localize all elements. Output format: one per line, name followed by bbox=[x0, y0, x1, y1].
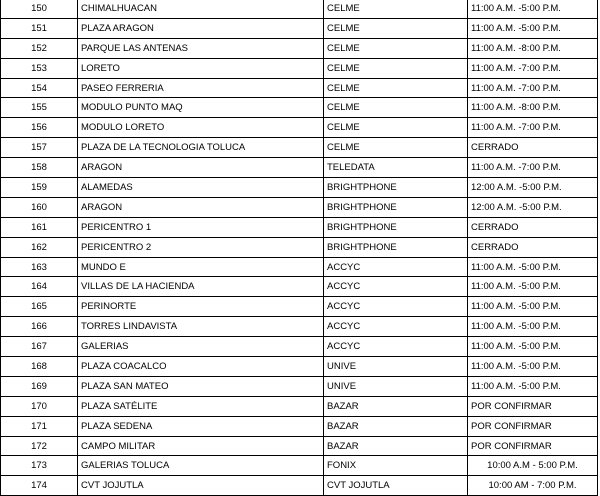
location-name-cell: CAMPO MILITAR bbox=[78, 436, 324, 456]
company-cell: BRIGHTPHONE bbox=[324, 197, 468, 217]
company-cell: FONIX bbox=[324, 456, 468, 476]
row-number-cell: 174 bbox=[1, 476, 78, 496]
hours-cell: 11:00 A.M. -8:00 P.M. bbox=[468, 38, 598, 58]
table-row bbox=[1, 217, 598, 237]
hours-cell: POR CONFIRMAR bbox=[468, 436, 598, 456]
location-name-cell: VILLAS DE LA HACIENDA bbox=[78, 277, 324, 297]
company-cell: BAZAR bbox=[324, 436, 468, 456]
row-number-cell: 168 bbox=[1, 357, 78, 377]
table-row bbox=[1, 38, 598, 58]
row-number-cell: 159 bbox=[1, 178, 78, 198]
company-cell: ACCYC bbox=[324, 257, 468, 277]
company-cell: CELME bbox=[324, 38, 468, 58]
location-name-cell: MUNDO E bbox=[78, 257, 324, 277]
row-number-cell: 150 bbox=[1, 0, 78, 18]
table-row bbox=[1, 58, 598, 78]
hours-cell: 11:00 A.M. -5:00 P.M. bbox=[468, 18, 598, 38]
table-row bbox=[1, 456, 598, 476]
row-number-cell: 163 bbox=[1, 257, 78, 277]
location-name-cell: ARAGON bbox=[78, 158, 324, 178]
hours-cell: 12:00 A.M. -5:00 P.M. bbox=[468, 197, 598, 217]
row-number-cell: 171 bbox=[1, 416, 78, 436]
company-cell: BRIGHTPHONE bbox=[324, 178, 468, 198]
location-name-cell: ALAMEDAS bbox=[78, 178, 324, 198]
table-row bbox=[1, 237, 598, 257]
company-cell: ACCYC bbox=[324, 277, 468, 297]
company-cell: TELEDATA bbox=[324, 158, 468, 178]
row-number-cell: 152 bbox=[1, 38, 78, 58]
location-name-cell: MODULO LORETO bbox=[78, 118, 324, 138]
location-name-cell: TORRES LINDAVISTA bbox=[78, 317, 324, 337]
row-number-cell: 166 bbox=[1, 317, 78, 337]
company-cell: UNIVE bbox=[324, 357, 468, 377]
row-number-cell: 161 bbox=[1, 217, 78, 237]
row-number-cell: 156 bbox=[1, 118, 78, 138]
hours-cell: 11:00 A.M. -5:00 P.M. bbox=[468, 317, 598, 337]
table-row bbox=[1, 98, 598, 118]
table-row bbox=[1, 337, 598, 357]
location-name-cell: LORETO bbox=[78, 58, 324, 78]
company-cell: ACCYC bbox=[324, 297, 468, 317]
table-row bbox=[1, 317, 598, 337]
hours-cell: 10:00 AM - 7:00 P.M. bbox=[468, 476, 598, 496]
row-number-cell: 151 bbox=[1, 18, 78, 38]
table-row bbox=[1, 476, 598, 496]
table-row bbox=[1, 158, 598, 178]
location-name-cell: PLAZA SATÉLITE bbox=[78, 396, 324, 416]
location-name-cell: PLAZA SAN MATEO bbox=[78, 376, 324, 396]
table-row bbox=[1, 138, 598, 158]
row-number-cell: 162 bbox=[1, 237, 78, 257]
hours-cell: CERRADO bbox=[468, 237, 598, 257]
row-number-cell: 172 bbox=[1, 436, 78, 456]
row-number-cell: 154 bbox=[1, 78, 78, 98]
row-number-cell: 164 bbox=[1, 277, 78, 297]
location-name-cell: GALERIAS TOLUCA bbox=[78, 456, 324, 476]
table-row bbox=[1, 257, 598, 277]
table-row bbox=[1, 396, 598, 416]
hours-cell: CERRADO bbox=[468, 217, 598, 237]
company-cell: CELME bbox=[324, 18, 468, 38]
company-cell: CELME bbox=[324, 58, 468, 78]
hours-cell: 11:00 A.M. -5:00 P.M. bbox=[468, 0, 598, 18]
location-name-cell: PLAZA DE LA TECNOLOGIA TOLUCA bbox=[78, 138, 324, 158]
location-name-cell: GALERIAS bbox=[78, 337, 324, 357]
row-number-cell: 160 bbox=[1, 197, 78, 217]
hours-cell: 11:00 A.M. -5:00 P.M. bbox=[468, 277, 598, 297]
row-number-cell: 173 bbox=[1, 456, 78, 476]
company-cell: BAZAR bbox=[324, 396, 468, 416]
row-number-cell: 170 bbox=[1, 396, 78, 416]
location-name-cell: CHIMALHUACAN bbox=[78, 0, 324, 18]
table-row bbox=[1, 178, 598, 198]
hours-cell: 11:00 A.M. -7:00 P.M. bbox=[468, 78, 598, 98]
location-name-cell: CVT JOJUTLA bbox=[78, 476, 324, 496]
table-row bbox=[1, 376, 598, 396]
row-number-cell: 158 bbox=[1, 158, 78, 178]
location-name-cell: PLAZA ARAGON bbox=[78, 18, 324, 38]
hours-cell: 11:00 A.M. -7:00 P.M. bbox=[468, 158, 598, 178]
row-number-cell: 165 bbox=[1, 297, 78, 317]
table-row bbox=[1, 118, 598, 138]
location-name-cell: PASEO FERRERIA bbox=[78, 78, 324, 98]
company-cell: UNIVE bbox=[324, 376, 468, 396]
table-row bbox=[1, 297, 598, 317]
location-name-cell: PLAZA SEDENA bbox=[78, 416, 324, 436]
location-name-cell: PARQUE LAS ANTENAS bbox=[78, 38, 324, 58]
row-number-cell: 153 bbox=[1, 58, 78, 78]
company-cell: ACCYC bbox=[324, 337, 468, 357]
company-cell: BRIGHTPHONE bbox=[324, 237, 468, 257]
hours-cell: CERRADO bbox=[468, 138, 598, 158]
hours-cell: 12:00 A.M. -5:00 P.M. bbox=[468, 178, 598, 198]
company-cell: CVT JOJUTLA bbox=[324, 476, 468, 496]
company-cell: BRIGHTPHONE bbox=[324, 217, 468, 237]
hours-cell: 11:00 A.M. -5:00 P.M. bbox=[468, 357, 598, 377]
row-number-cell: 169 bbox=[1, 376, 78, 396]
hours-cell: POR CONFIRMAR bbox=[468, 416, 598, 436]
row-number-cell: 155 bbox=[1, 98, 78, 118]
table-row bbox=[1, 277, 598, 297]
company-cell: CELME bbox=[324, 0, 468, 18]
company-cell: CELME bbox=[324, 98, 468, 118]
company-cell: ACCYC bbox=[324, 317, 468, 337]
hours-cell: 11:00 A.M. -5:00 P.M. bbox=[468, 257, 598, 277]
location-name-cell: PERICENTRO 1 bbox=[78, 217, 324, 237]
company-cell: BAZAR bbox=[324, 416, 468, 436]
hours-cell: 11:00 A.M. -5:00 P.M. bbox=[468, 376, 598, 396]
table-row bbox=[1, 436, 598, 456]
hours-cell: POR CONFIRMAR bbox=[468, 396, 598, 416]
company-cell: CELME bbox=[324, 78, 468, 98]
hours-cell: 11:00 A.M. -5:00 P.M. bbox=[468, 297, 598, 317]
schedule-table-body bbox=[1, 0, 598, 496]
table-row bbox=[1, 197, 598, 217]
hours-cell: 11:00 A.M. -7:00 P.M. bbox=[468, 58, 598, 78]
table-row bbox=[1, 357, 598, 377]
location-name-cell: PERICENTRO 2 bbox=[78, 237, 324, 257]
hours-cell: 10:00 A.M - 5:00 P.M. bbox=[468, 456, 598, 476]
hours-cell: 11:00 A.M. -8:00 P.M. bbox=[468, 98, 598, 118]
location-name-cell: PERINORTE bbox=[78, 297, 324, 317]
hours-cell: 11:00 A.M. -7:00 P.M. bbox=[468, 118, 598, 138]
row-number-cell: 157 bbox=[1, 138, 78, 158]
company-cell: CELME bbox=[324, 138, 468, 158]
table-row bbox=[1, 18, 598, 38]
table-row bbox=[1, 78, 598, 98]
table-row bbox=[1, 0, 598, 18]
company-cell: CELME bbox=[324, 118, 468, 138]
hours-cell: 11:00 A.M. -5:00 P.M. bbox=[468, 337, 598, 357]
table-row bbox=[1, 416, 598, 436]
location-name-cell: ARAGON bbox=[78, 197, 324, 217]
location-name-cell: PLAZA COACALCO bbox=[78, 357, 324, 377]
row-number-cell: 167 bbox=[1, 337, 78, 357]
location-name-cell: MODULO PUNTO MAQ bbox=[78, 98, 324, 118]
